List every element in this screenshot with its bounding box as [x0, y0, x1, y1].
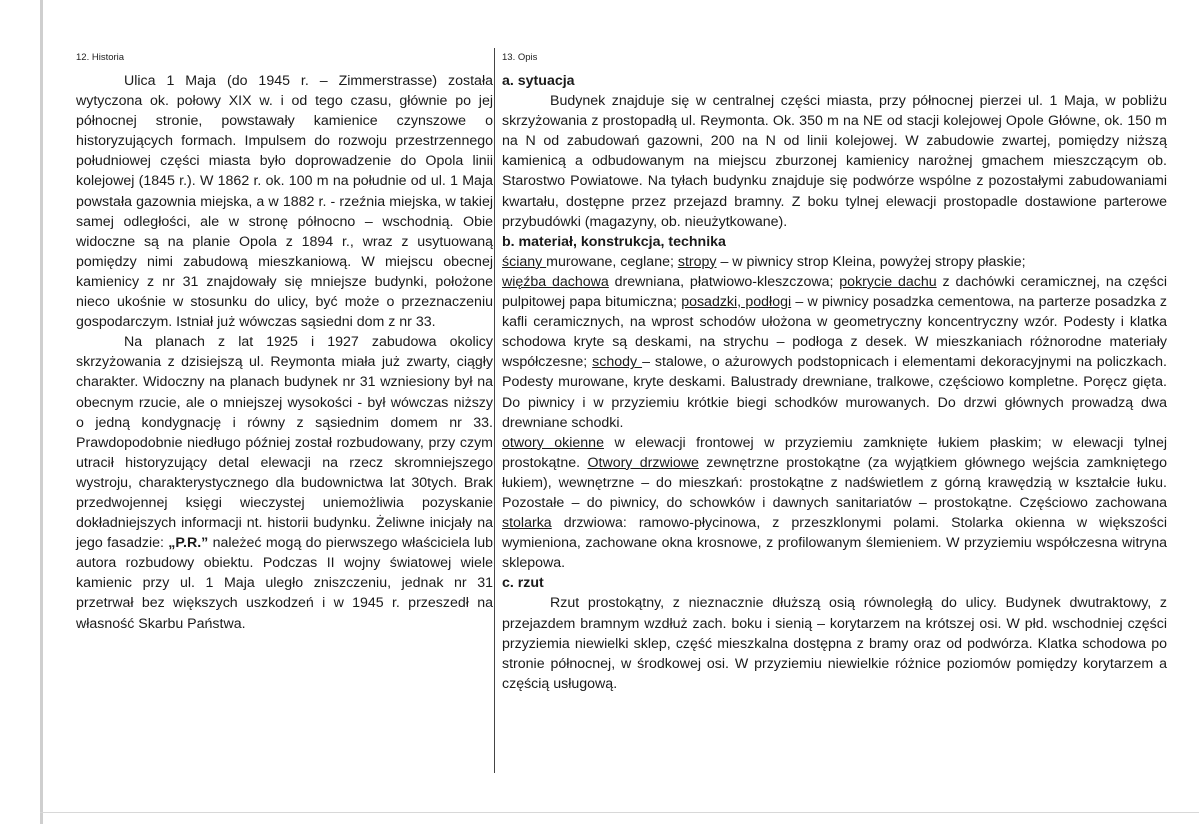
subheading-situation: a. sytuacja	[502, 73, 575, 89]
material-text-8: zewnętrzne prostokątne (za wyjątkiem głównego wejścia zamkniętego łukiem), wewnętrzne – do mieszkań: prostokątne z nadświetlem z górną krawędzią w kształcie łuku. Pozostałe – do piwnicy, do schowków i dawnych sanitariatów – prostokątne. Częściowo zachowana	[502, 454, 1167, 511]
history-paragraph-2	[76, 332, 493, 633]
description-column	[502, 52, 1167, 694]
history-paragraph-2-end: należeć mogą do pierwszego właściciela lub autora rozbudowy obiektu. Podczas II wojny światowej wiele kamienic przy ul. 1 Maja uległo zniszczeniu, jednak nr 31 przetrwał bez większych uszkodzeń i w 1945 r. przeszedł na własność Skarbu Państwa.	[76, 535, 493, 632]
material-text-5: – w piwnicy posadzka cementowa, na parterze posadzka z kafli ceramicznych, na wprost schodów ułożona w geometryczny koncentryczny wzór. Podesty i klatka schodowa kryte są deskami, na strychu – podłoga z desek. W mieszkaniach różnorodne materiały współczesne;	[502, 294, 1167, 371]
history-paragraph-1: Ulica 1 Maja (do 1945 r. – Zimmerstrasse) została wytyczona ok. połowy XIX w. i od tego czasu, głównie po jej północnej stronie, powstawały kamienice czynszowe o historyzujących formach. Impulsem do rozwoju przestrzennego południowej części miasta było doprowadzenie do Opola linii kolejowej (1845 r.). W 1862 r. ok. 100 m na południe od ul. 1 Maja powstała gazownia miejska, a w 1882 r. - rzeźnia miejska, w takiej samej odległości, ale w stronę północno – wschodnią. Obie widoczne są na planie Opola z 1894 r., wraz z usytuowaną pomiędzy nimi zabudową mieszkaniową. W miejscu obecnej kamienicy z nr 31 znajdowały się mniejsze budynki, położone nieco ukośnie w stosunku do ulicy, być może o przeznaczeniu gospodarczym. Istniał już wówczas sąsiedni dom z nr 33.	[76, 73, 493, 331]
term-floors: posadzki, podłogi	[681, 294, 792, 311]
term-roofing: pokrycie dachu	[839, 273, 937, 290]
material-text-9: drzwiowa: ramowo-płycinowa, z przeszklonymi polami. Stolarka okienna w większości wymieniona, zachowane okna krosnowe, z profilowanym ślemieniem. W przyziemiu współczesna witryna sklepowa.	[502, 515, 1167, 572]
material-text-6: – stalowe, o ażurowych podstopnicach i elementami dekoracyjnymi na policzkach. Podesty murowane, kryte deskami. Balustrady drewniane, tralkowe, częściowo kompletne. Poręcz gięta. Do piwnicy i w przyziemiu krótkie biegi schodków murowanych. Do drzwi głównych prowadzą dwa drewniane schodki.	[502, 354, 1167, 431]
material-text-1: murowane, ceglane;	[546, 253, 678, 270]
section-heading-description: 13. Opis	[502, 52, 538, 63]
subheading-material: b. materiał, konstrukcja, technika	[502, 233, 726, 250]
material-walls-ceilings	[502, 252, 1167, 272]
column-divider	[494, 48, 495, 773]
plan-paragraph: Rzut prostokątny, z nieznacznie dłuższą osią równoległą do ulicy. Budynek dwutraktowy, z przejazdem bramnym wzdłuż zach. boku i sienią – korytarzem na krótszej osi. W płd. wschodniej części przyziemia niewielki sklep, część mieszkalna dostępna z bramy oraz od podwórza. Klatka schodowa po stronie północnej, w środkowej osi. W przyziemiu niewielkie różnice poziomów pomiędzy korytarzem a częścią usługową.	[502, 595, 1167, 692]
material-openings	[502, 433, 1167, 574]
situation-paragraph: Budynek znajduje się w centralnej części miasta, przy północnej pierzei ul. 1 Maja, w pobliżu skrzyżowania z prostopadłą ul. Reymonta. Ok. 350 m na NE od stacji kolejowej Opole Główne, ok. 150 m na N od zabudowań gazowni, 200 na N od linii kolejowej. W zabudowie zwartej, pomiędzy niższą kamienicą a odbudowanym na miejscu zburzonej kamienicy narożnej gmachem mieszczącym ob. Starostwo Powiatowe. Na tyłach budynku znajduje się podwórze wspólne z pozostałymi zabudowaniami kwartału, dostępne przez przejazd bramny. Z boku tylnej elewacji prostopadle dostawione parterowe przybudówki (magazyny, ob. nieużytkowane).	[502, 93, 1167, 230]
page-bottom-edge	[40, 812, 1199, 813]
facade-initials: „P.R.”	[168, 535, 209, 552]
material-text-2: – w piwnicy strop Kleina, powyżej stropy płaskie;	[716, 253, 1026, 270]
term-roof-truss: więźba dachowa	[502, 273, 609, 290]
term-ceilings: stropy	[677, 253, 717, 270]
subheading-plan: c. rzut	[502, 575, 544, 592]
page-edge-shadow	[40, 0, 43, 824]
history-paragraph-2-start: Na planach z lat 1925 i 1927 zabudowa okolicy skrzyżowania z dzisiejszą ul. Reymonta miała już zwarty, ciągły charakter. Widoczny na planach budynek nr 31 wzniesiony był na obecnym rzucie, ale o mniejszej wysokości - był wówczas niższy o jedną kondygnację i równy z sąsiednim domem nr 33. Prawdopodobnie niedługo później został rozbudowany, przy czym utracił historyzujący detal elewacji na rzecz skromniejszego wystroju, charakterystycznego dla budownictwa lat 30tych. Brak przedwojennej księgi wieczystej uniemożliwia pozyskanie dokładniejszych informacji nt. historii budynku. Żeliwne inicjały na jego fasadzie:	[76, 334, 493, 552]
material-text-7: w elewacji frontowej w przyziemiu zamknięte łukiem płaskim; w elewacji tylnej prostokątne.	[502, 434, 1167, 471]
material-text-4: z dachówki ceramicznej, na części pulpitowej papa bitumiczna;	[502, 273, 1167, 311]
history-column	[76, 52, 493, 634]
term-walls: ściany	[502, 253, 547, 270]
term-windows: otwory okienne	[502, 434, 604, 451]
material-roof-floors-stairs	[502, 272, 1167, 433]
term-stairs: schody	[592, 354, 643, 371]
material-text-3: drewniana, płatwiowo-kleszczowa;	[608, 273, 840, 290]
section-heading-history: 12. Historia	[76, 52, 125, 63]
term-joinery: stolarka	[502, 515, 552, 532]
term-doors: Otwory drzwiowe	[587, 454, 699, 471]
